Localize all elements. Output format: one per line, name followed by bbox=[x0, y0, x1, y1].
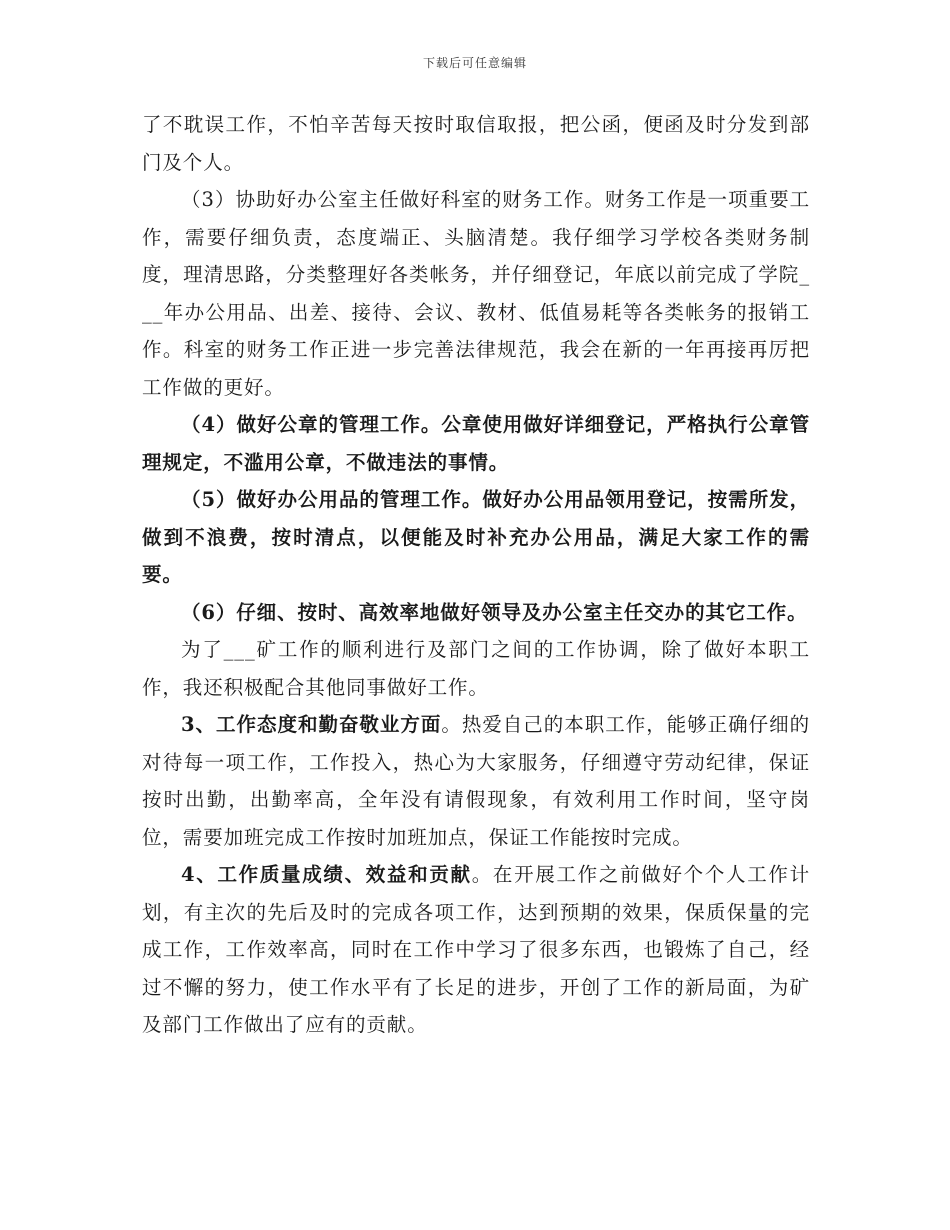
paragraph-section-4 bbox=[142, 856, 810, 1044]
section-4-body: 。在开展工作之前做好个个人工作计划，有主次的先后及时的完成各项工作，达到预期的效果，保质保量的完成工作，工作效率高，同时在工作中学习了很多东西，也锻炼了自己，经过不懈的努力，使工作水平有了长足的进步，开创了工作的新局面，为矿及部门工作做出了应有的贡献。 bbox=[142, 863, 810, 1036]
page-header: 下载后可任意编辑 bbox=[422, 56, 527, 70]
paragraph-item-6: （6）仔细、按时、高效率地做好领导及办公室主任交办的其它工作。 bbox=[181, 600, 808, 624]
section-3-body: 。热爱自己的本职工作，能够正确仔细的对待每一项工作，工作投入，热心为大家服务，仔细遵守劳动纪律，保证按时出勤，出勤率高，全年没有请假现象，有效利用工作时间，坚守岗位，需要加班完成工作按时加班加点，保证工作能按时完成。 bbox=[142, 713, 810, 849]
section-3-heading: 3、工作态度和勤奋敬业方面 bbox=[181, 713, 442, 736]
paragraph-cooperation: 为了___矿工作的顺利进行及部门之间的工作协调，除了做好本职工作，我还积极配合其他同事做好工作。 bbox=[142, 638, 810, 699]
section-4-heading: 4、工作质量成绩、效益和贡献 bbox=[181, 863, 472, 886]
document-body bbox=[142, 106, 810, 1044]
paragraph-section-3 bbox=[142, 706, 810, 856]
paragraph-item-5: （5）做好办公用品的管理工作。做好办公用品领用登记，按需所发，做到不浪费，按时清点，以便能及时补充办公用品，满足大家工作的需要。 bbox=[142, 488, 810, 586]
paragraph-continuation: 了不耽误工作，不怕辛苦每天按时取信取报，把公函，便函及时分发到部门及个人。 bbox=[142, 113, 810, 174]
paragraph-item-4: （4）做好公章的管理工作。公章使用做好详细登记，严格执行公章管理规定，不滥用公章，不做违法的事情。 bbox=[142, 413, 810, 474]
paragraph-item-3: （3）协助好办公室主任做好科室的财务工作。财务工作是一项重要工作，需要仔细负责，态度端正、头脑清楚。我仔细学习学校各类财务制度，理清思路，分类整理好各类帐务，并仔细登记，年底以前完成了学院___年办公用品、出差、接待、会议、教材、低值易耗等各类帐务的报销工作。科室的财务工作正进一步完善法律规范，我会在新的一年再接再厉把工作做的更好。 bbox=[142, 188, 810, 399]
